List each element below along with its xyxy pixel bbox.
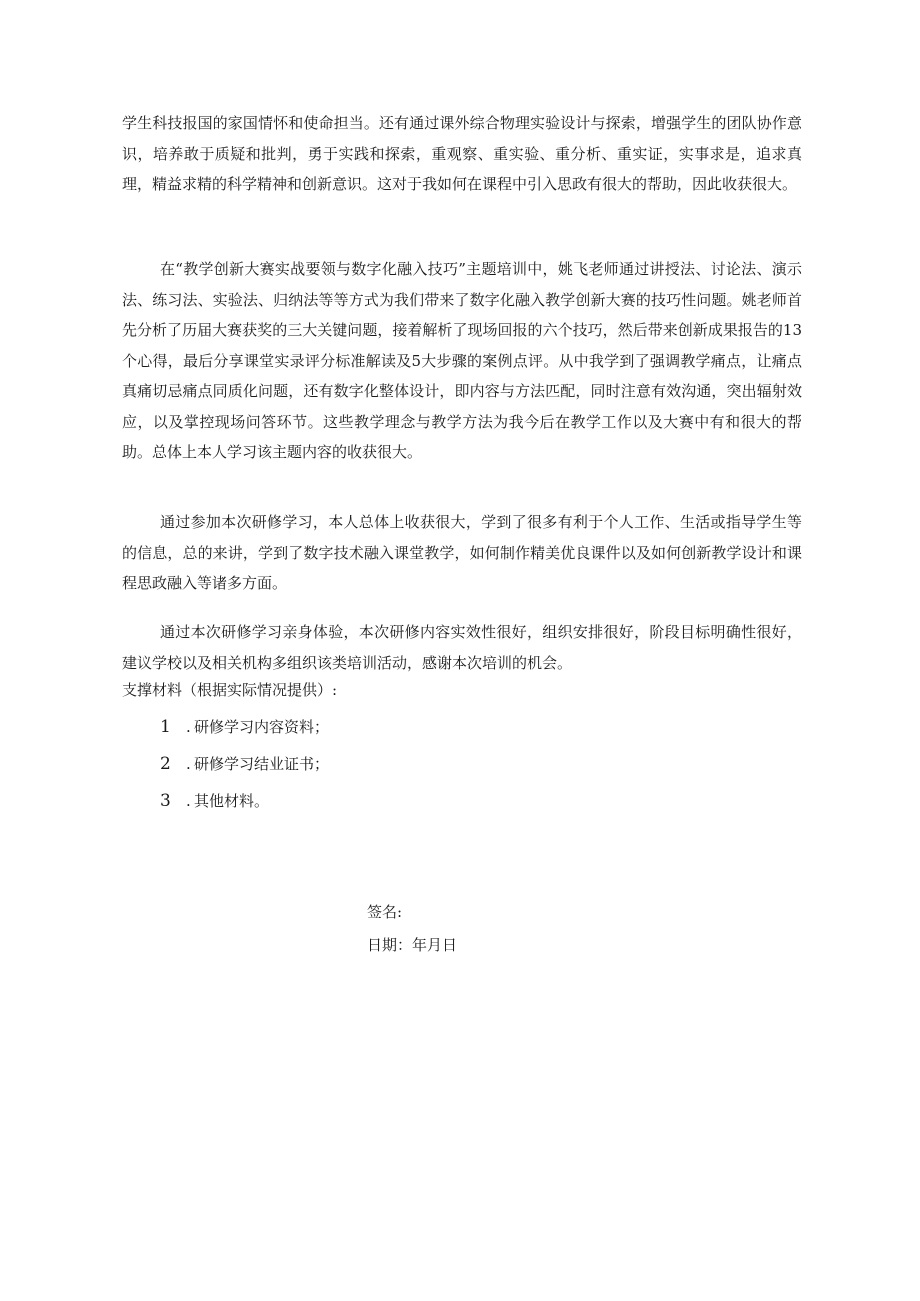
list-item xyxy=(160,786,329,823)
list-item-dot: . xyxy=(186,792,191,810)
body-paragraph: 学生科技报国的家国情怀和使命担当。还有通过课外综合物理实验设计与探索，增强学生的团队协作意识，培养敢于质疑和批判，勇于实践和探索，重观察、重实验、重分析、重实证，实事求是，追求真理，精益求精的科学精神和创新意识。这对于我如何在课程中引入思政有很大的帮助，因此收获很大。 xyxy=(122,114,802,193)
list-item-text: 研修学习结业证书； xyxy=(194,755,330,773)
list-item-dot: . xyxy=(186,718,191,736)
list-item-number: 3 xyxy=(160,791,171,811)
signature-label: 签名: xyxy=(367,903,403,921)
list-item-text: 其他材料。 xyxy=(194,792,270,810)
support-materials-list xyxy=(160,712,329,823)
date-label: 日期：年月日 xyxy=(367,936,458,954)
list-item-text: 研修学习内容资料； xyxy=(194,718,330,736)
body-paragraph: 通过参加本次研修学习，本人总体上收获很大，学到了很多有利于个人工作、生活或指导学生等的信息，总的来讲，学到了数字技术融入课堂教学，如何制作精美优良课件以及如何创新教学设计和课程思政融入等诸多方面。 xyxy=(122,513,802,592)
body-paragraph: 在“教学创新大赛实战要领与数字化融入技巧”主题培训中，姚飞老师通过讲授法、讨论法、演示法、练习法、实验法、归纳法等等方式为我们带来了数字化融入教学创新大赛的技巧性问题。姚老师首先分析了历届大赛获奖的三大关键问题，接着解析了现场回报的六个技巧，然后带来创新成果报告的13个心得，最后分享课堂实录评分标准解读及5大步骤的案例点评。从中我学到了强调教学痛点，让痛点真痛切忌痛点同质化问题，还有数字化整体设计，即内容与方法匹配，同时注意有效沟通，突出辐射效应，以及掌控现场问答环节。这些教学理念与教学方法为我今后在教学工作以及大赛中有和很大的帮助。总体上本人学习该主题内容的收获很大。 xyxy=(122,260,802,461)
list-item xyxy=(160,712,329,749)
list-item xyxy=(160,749,329,786)
list-item-number: 2 xyxy=(160,754,171,774)
list-item-number: 1 xyxy=(160,717,171,737)
list-item-dot: . xyxy=(186,755,191,773)
body-paragraph: 通过本次研修学习亲身体验，本次研修内容实效性很好，组织安排很好，阶段目标明确性很好，建议学校以及相关机构多组织该类培训活动，感谢本次培训的机会。 xyxy=(122,623,802,672)
support-materials-heading: 支撑材料（根据实际情况提供）: xyxy=(122,681,338,699)
